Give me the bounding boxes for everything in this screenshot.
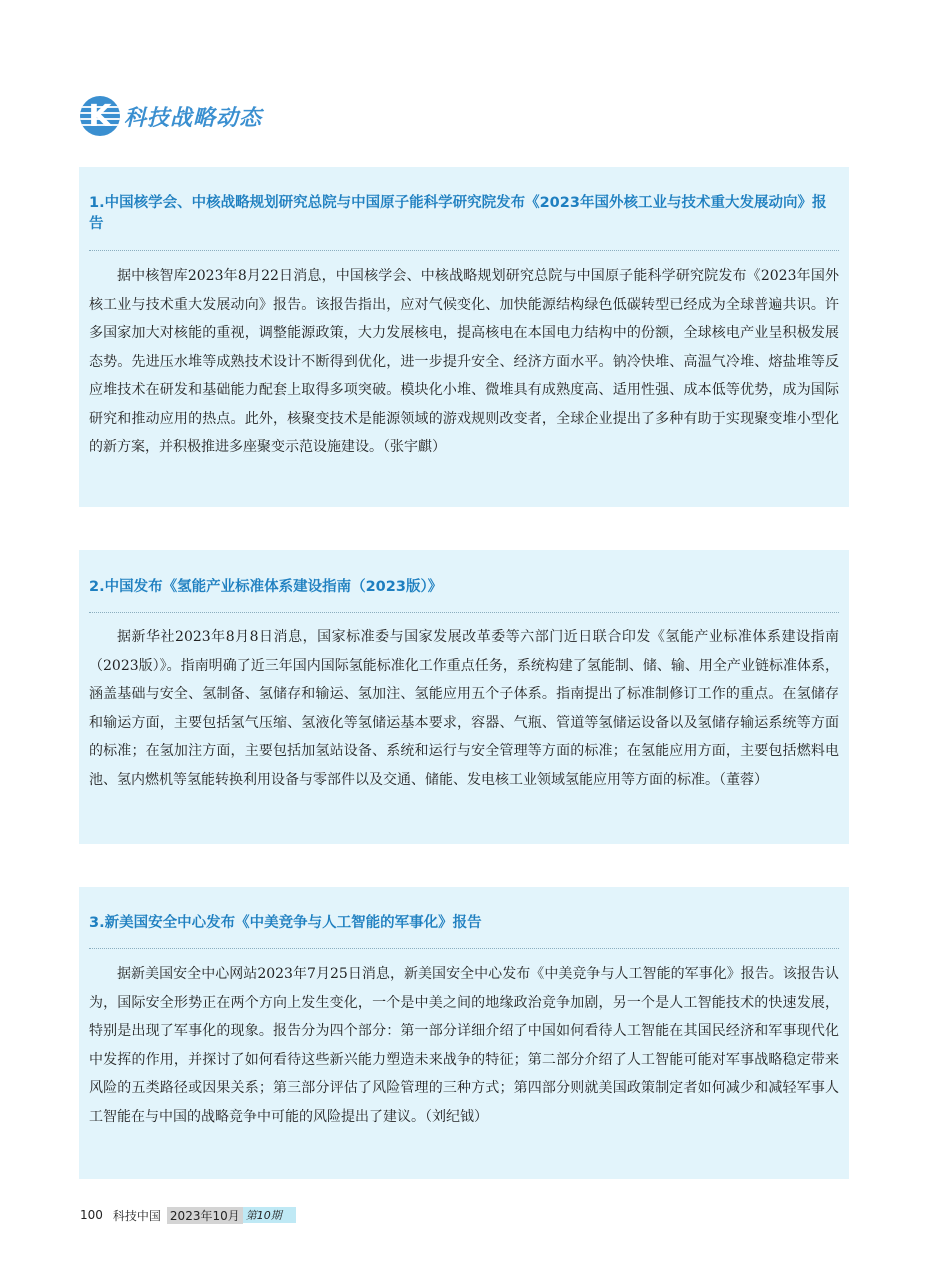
article-divider [89, 612, 839, 613]
magazine-name: 科技中国 [112, 1208, 161, 1223]
section-title: 科技战略动态 [124, 105, 263, 131]
page-footer [80, 1206, 296, 1224]
article-body: 据中核智库2023年8月22日消息，中国核学会、中核战略规划研究总院与中国原子能科学研究院发布《2023年国外核工业与技术重大发展动向》报告。该报告指出，应对气候变化、加快能源结构绿色低碳转型已经成为全球普遍共识。许多国家加大对核能的重视，调整能源政策，大力发展核电，提高核电在本国电力结构中的份额，全球核电产业呈积极发展态势。先进压水堆等成熟技术设计不断得到优化，进一步提升安全、经济方面水平。钠冷快堆、高温气冷堆、熔盐堆等反应堆技术在研发和基础能力配套上取得多项突破。模块化小堆、微堆具有成熟度高、适用性强、成本低等优势，成为国际研究和推动应用的热点。此外，核聚变技术是能源领域的游戏规则改变者，全球企业提出了多种有助于实现聚变堆小型化的新方案，并积极推进多座聚变示范设施建设。（张宇麒） [89, 268, 839, 455]
issue-date: 2023年10月 [167, 1207, 243, 1224]
article-box-2 [79, 550, 849, 844]
article-box-1 [79, 167, 849, 507]
k-logo-icon: K [80, 96, 120, 136]
article-box-3 [79, 887, 849, 1179]
article-divider [89, 948, 839, 949]
article-title: 2.中国发布《氢能产业标准体系建设指南（2023版）》 [89, 579, 443, 595]
article-title: 3.新美国安全中心发布《中美竞争与人工智能的军事化》报告 [89, 915, 482, 931]
article-body: 据新华社2023年8月8日消息，国家标准委与国家发展改革委等六部门近日联合印发《氢能产业标准体系建设指南（2023版）》。指南明确了近三年国内国际氢能标准化工作重点任务，系统构建了氢能制、储、输、用全产业链标准体系，涵盖基础与安全、氢制备、氢储存和输运、氢加注、氢能应用五个子体系。指南提出了标准制修订工作的重点。在氢储存和输运方面，主要包括氢气压缩、氢液化等氢储运基本要求，容器、气瓶、管道等氢储运设备以及氢储存输运系统等方面的标准；在氢加注方面，主要包括加氢站设备、系统和运行与安全管理等方面的标准；在氢能应用方面，主要包括燃料电池、氢内燃机等氢能转换利用设备与零部件以及交通、储能、发电核工业领域氢能应用等方面的标准。（董蓉） [89, 629, 839, 788]
article-divider [89, 250, 839, 251]
issue-number: 第10期 [243, 1207, 296, 1223]
section-header [80, 94, 262, 138]
article-body: 据新美国安全中心网站2023年7月25日消息，新美国安全中心发布《中美竞争与人工智能的军事化》报告。该报告认为，国际安全形势正在两个方向上发生变化，一个是中美之间的地缘政治竞争加剧，另一个是人工智能技术的快速发展，特别是出现了军事化的现象。报告分为四个部分：第一部分详细介绍了中国如何看待人工智能在其国民经济和军事现代化中发挥的作用，并探讨了如何看待这些新兴能力塑造未来战争的特征；第二部分介绍了人工智能可能对军事战略稳定带来风险的五类路径或因果关系；第三部分评估了风险管理的三种方式；第四部分则就美国政策制定者如何减少和减轻军事人工智能在与中国的战略竞争中可能的风险提出了建议。（刘纪钺） [89, 966, 839, 1125]
article-title: 1.中国核学会、中核战略规划研究总院与中国原子能科学研究院发布《2023年国外核工业与技术重大发展动向》报告 [89, 195, 827, 232]
page-number: 100 [80, 1208, 103, 1222]
